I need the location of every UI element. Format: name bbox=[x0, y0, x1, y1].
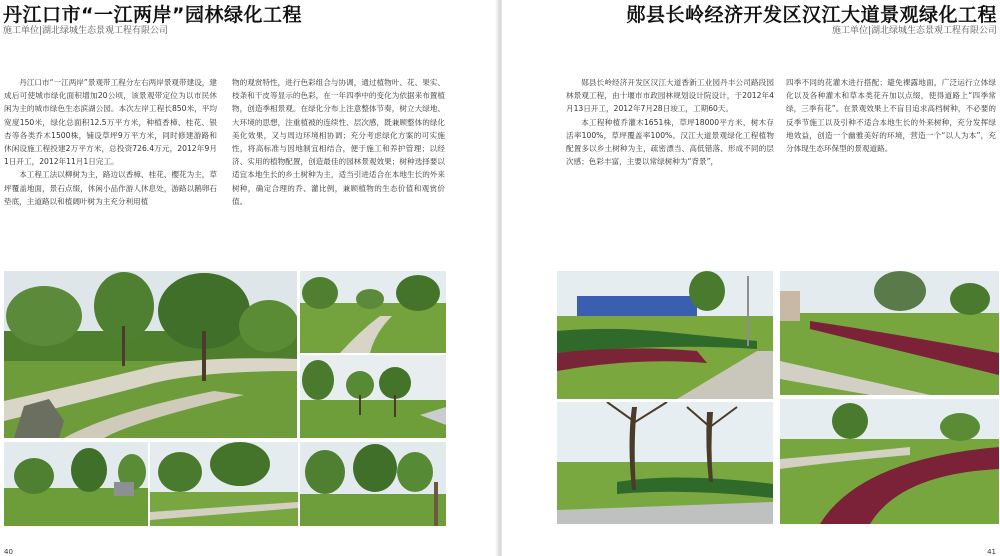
park-path-photo bbox=[4, 271, 297, 438]
right-page-number: 41 bbox=[987, 548, 996, 556]
right-page-credit: 施工单位|湖北绿城生态景观工程有限公司 bbox=[831, 26, 997, 36]
left-page-number: 40 bbox=[4, 548, 13, 556]
right-text-column-1 bbox=[566, 76, 774, 168]
winding-path-photo bbox=[300, 271, 446, 353]
red-shrub-curve-photo bbox=[780, 399, 999, 524]
left-page-title: 丹江口市“一江两岸”园林绿化工程 bbox=[3, 4, 302, 26]
right-paragraph: 四季不同的花灌木进行搭配；避免裸露地面，广泛运行立体绿化以及各种灌木和草本类花卉加以点缀，使得道路上“四季常绿，三季有花”。在景观效果上不盲目追求高档树种，不必要的反季节施工以及引种不适合本地生长的外来树种，充分发挥绿地效益，创造一个幽雅美好的环境，营造一个“以人为本”，充分体现生态环保型的景观道路。 bbox=[786, 78, 996, 154]
left-page-credit: 施工单位|湖北绿城生态景观工程有限公司 bbox=[3, 26, 169, 36]
left-text-column-2 bbox=[232, 76, 445, 208]
right-text-column-2 bbox=[786, 76, 996, 155]
left-paragraph: 丹江口市“一江两岸”景观带工程分左右两岸景观带建设，建成后可使城市绿化面积增加20公顷，该景观带定位为以市民休闲为主的城市绿色生态滨湖公园。本次左岸工程长850米，平均宽度150米，绿化总面积12.5万平方米，种植香樟、桂花、银杏等各类乔木1500株，铺设草坪9万平方米，同时修建游路和休闲设施工程投建2万平方米，总投资726.4万元，2012年9月1日开工，2012年11月1日完工。 bbox=[4, 78, 217, 167]
left-text-column-1 bbox=[4, 76, 217, 208]
red-shrub-belt-photo bbox=[780, 271, 999, 395]
left-paragraph: 物的观赏特性，进行色彩组合与协调，通过植物叶、花、果实、枝条和干皮等显示的色彩，在一年四季中的变化为依据来布置植物，创造季相景观。在绿化分布上注意整体节奏，树立大绿地、大环境的思想，注重植被的连续性、层次感，既兼顾整体的绿化美化效果，又与周边环境相协调；充分考虑绿化方案的可实施性，将高标准与因地制宜相结合，便于施工和养护管理；以经济、实用的植物配置，创造最佳的园林景观效果；树种选择要以适宜本地生长的乡土树种为主，适当引进适合在本地生长的外来树种，确定合理的乔、灌比例，兼顾植物的生态价值和观赏价值。 bbox=[232, 78, 445, 206]
tree-median-photo bbox=[557, 402, 773, 524]
trees-walkway-photo bbox=[150, 442, 298, 526]
roadside-hedges-photo bbox=[557, 271, 773, 399]
right-paragraph: 郧县长岭经济开发区汉江大道香新工业园丹丰公司路段园林景观工程，由十堰市市政园林规划设计院设计，于2012年4月13日开工，2012年7月28日竣工，工期60天。 bbox=[566, 78, 774, 114]
trees-columns-photo bbox=[300, 442, 446, 526]
tree-row-photo bbox=[300, 355, 446, 438]
right-page bbox=[502, 0, 1000, 556]
park-lawn-photo bbox=[4, 442, 148, 526]
left-paragraph: 本工程工法以柳树为主，路边以香樟、桂花、樱花为主，草坪覆盖地面，景石点缀，休闲小品作游人休息处，游路以鹅卵石垫底，主道路以和植阔叶树为主充分利用植 bbox=[4, 170, 217, 206]
right-paragraph: 本工程种植乔灌木1651株，草坪18000平方米，树木存活率100%，草坪覆盖率100%。汉江大道景观绿化工程植物配置多以乡土树种为主，疏密漂当、高低错落、形成不同的层次感；色彩丰富，主要以常绿树种为“背景”， bbox=[566, 117, 774, 167]
left-page bbox=[0, 0, 498, 556]
right-page-title: 郧县长岭经济开发区汉江大道景观绿化工程 bbox=[626, 4, 997, 26]
